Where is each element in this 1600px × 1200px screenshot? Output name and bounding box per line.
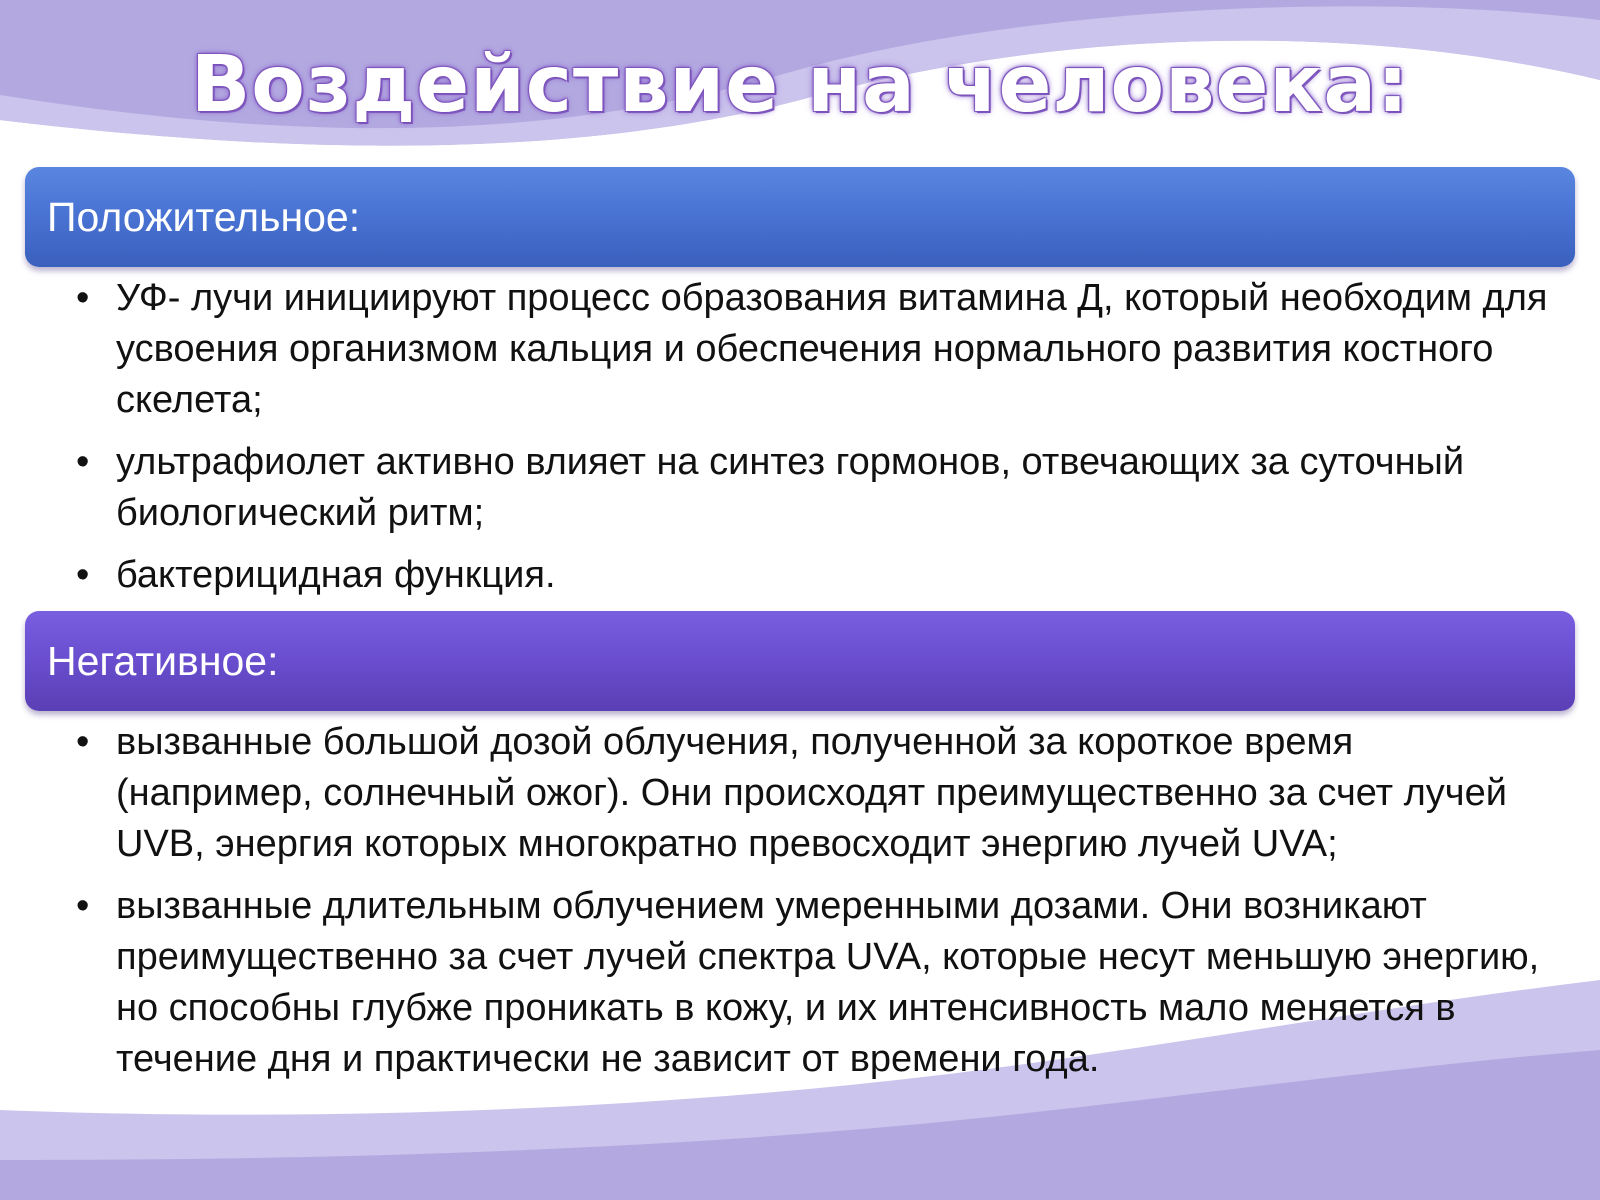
list-item-text: УФ- лучи инициируют процесс образования витамина Д, который необходим для усвоения организмом кальция и обеспечения нормального развития костного скелета; [116, 277, 1548, 421]
list-item [70, 717, 1550, 870]
negative-list [70, 717, 1550, 1096]
list-item-text: бактерицидная функция. [116, 554, 556, 596]
bullet-icon: • [76, 277, 90, 319]
list-item [70, 273, 1550, 426]
list-item [70, 881, 1550, 1085]
list-item-text: вызванные большой дозой облучения, полученной за короткое время (например, солнечный ожог). Они происходят преимущественно за счет лучей UVB, энергия которых многократно превосходит энергию лучей UVA; [116, 721, 1507, 865]
positive-heading-bar [25, 167, 1575, 267]
list-item-text: вызванные длительным облучением умеренными дозами. Они возникают преимущественно за счет лучей спектра UVA, которые несут меньшую энергию, но способны глубже проникать в кожу, и их интенсивность мало меняется в течение дня и практически не зависит от времени года. [116, 885, 1540, 1080]
bullet-icon: • [76, 885, 90, 927]
negative-heading: Негативное: [47, 637, 279, 684]
slide-title: Воздействие на человека: [190, 40, 1410, 130]
list-item [70, 550, 1550, 601]
negative-heading-bar [25, 611, 1575, 711]
list-item-text: ультрафиолет активно влияет на синтез гормонов, отвечающих за суточный биологический ритм; [116, 441, 1465, 534]
positive-list [70, 273, 1550, 612]
bullet-icon: • [76, 721, 90, 763]
bullet-icon: • [76, 554, 90, 596]
bullet-icon: • [76, 441, 90, 483]
positive-heading: Положительное: [47, 193, 361, 240]
list-item [70, 437, 1550, 539]
